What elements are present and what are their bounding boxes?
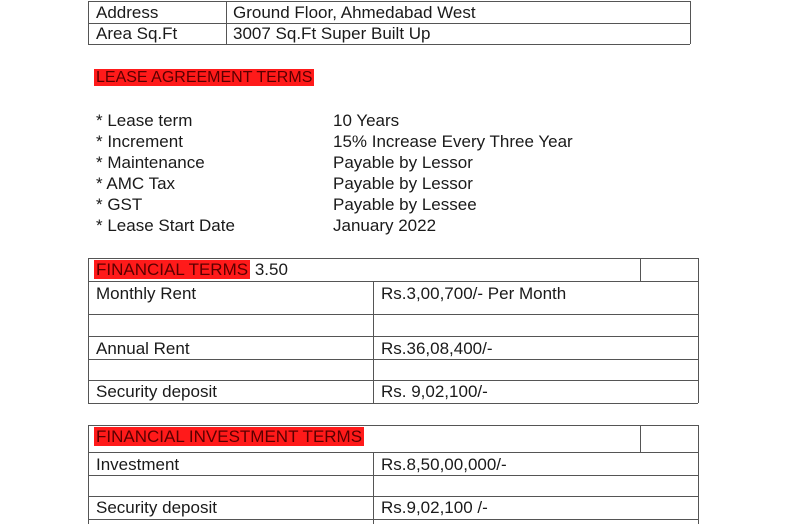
lease-terms-list (96, 110, 696, 240)
table-border (226, 1, 227, 44)
table-border (640, 425, 641, 452)
table-border (690, 1, 691, 44)
table-border (88, 403, 698, 404)
monthly-rent-label: Monthly Rent (96, 284, 197, 303)
table-border (88, 336, 698, 337)
table-border (88, 380, 698, 381)
table-border (88, 314, 698, 315)
list-item: * GST Payable by Lessee (96, 195, 477, 214)
list-item: * Maintenance Payable by Lessor (96, 153, 473, 172)
table-border (88, 1, 690, 2)
financial-terms-heading: FINANCIAL TERMS (96, 260, 249, 279)
address-label: Address (96, 3, 159, 22)
lease-terms-heading: LEASE AGREEMENT TERMS (96, 69, 313, 86)
list-item: * AMC Tax Payable by Lessor (96, 174, 473, 193)
table-border (698, 258, 699, 403)
list-item: * Increment 15% Increase Every Three Year (96, 132, 573, 151)
monthly-rent-value: Rs.3,00,700/- Per Month (381, 284, 567, 303)
table-border (88, 519, 698, 520)
table-border (88, 44, 690, 45)
table-border (88, 258, 89, 403)
investment-terms-heading: FINANCIAL INVESTMENT TERMS (96, 427, 363, 446)
table-border (373, 452, 374, 524)
investment-security-deposit-value: Rs.9,02,100 /- (381, 498, 488, 517)
table-border (88, 425, 698, 426)
security-deposit-value: Rs. 9,02,100/- (381, 382, 488, 401)
table-border (88, 475, 698, 476)
table-border (88, 425, 89, 524)
table-border (88, 452, 698, 453)
area-value: 3007 Sq.Ft Super Built Up (233, 24, 431, 43)
annual-rent-value: Rs.36,08,400/- (381, 339, 493, 358)
address-value: Ground Floor, Ahmedabad West (233, 3, 476, 22)
table-border (88, 359, 698, 360)
financial-terms-suffix: 3.50 (250, 260, 288, 279)
investment-value: Rs.8,50,00,000/- (381, 455, 507, 474)
annual-rent-label: Annual Rent (96, 339, 190, 358)
table-border (88, 1, 89, 44)
table-border (640, 258, 641, 281)
area-label: Area Sq.Ft (96, 24, 178, 43)
table-border (88, 258, 698, 259)
table-border (88, 281, 698, 282)
list-item: * Lease term 10 Years (96, 111, 400, 130)
table-border (698, 425, 699, 524)
table-border (88, 496, 698, 497)
security-deposit-label: Security deposit (96, 382, 217, 401)
list-item: * Lease Start Date January 2022 (96, 216, 437, 235)
investment-label: Investment (96, 455, 180, 474)
investment-security-deposit-label: Security deposit (96, 498, 217, 517)
table-border (373, 281, 374, 403)
